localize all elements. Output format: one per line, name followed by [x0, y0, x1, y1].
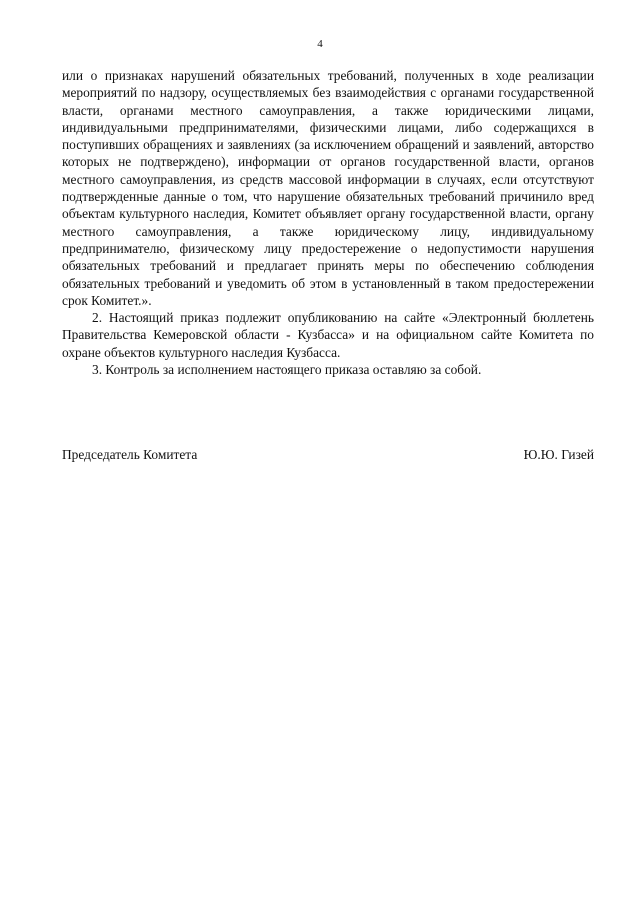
document-body	[62, 67, 594, 378]
signatory-position: Председатель Комитета	[62, 447, 198, 462]
paragraph-item-2: 2. Настоящий приказ подлежит опубликованию на сайте «Электронный бюллетень Правительства Кемеровской области - Кузбасса» и на официальном сайте Комитета по охране объектов культурного наследия Кузбасса.	[62, 310, 594, 360]
signatory-name: Ю.Ю. Гизей	[523, 447, 594, 462]
paragraph-continuation: или о признаках нарушений обязательных требований, полученных в ходе реализации мероприятий по надзору, осуществляемых без взаимодействия с органами государственной власти, органами местного самоуправления, а также юридическими лицами, индивидуальными предпринимателями, физическими лицами, либо содержащихся в поступивших обращениях и заявлениях (за исключением обращений и заявлений, авторство которых не подтверждено), информации от органов государственной власти, органов местного самоуправления, из средств массовой информации в случаях, если отсутствуют подтвержденные данные о том, что нарушение обязательных требований причинило вред объектам культурного наследия, Комитет объявляет органу государственной власти, органу местного самоуправления, а также юридическому лицу, индивидуальному предпринимателю, физическому лицу предостережение о недопустимости нарушения обязательных требований и предлагает принять меры по обеспечению соблюдения обязательных требований и уведомить об этом в установленный в таком предостережении срок Комитет.».	[62, 68, 594, 308]
page-number: 4	[317, 38, 323, 50]
signature-block	[62, 446, 594, 463]
paragraph-item-3: 3. Контроль за исполнением настоящего приказа оставляю за собой.	[92, 362, 482, 378]
